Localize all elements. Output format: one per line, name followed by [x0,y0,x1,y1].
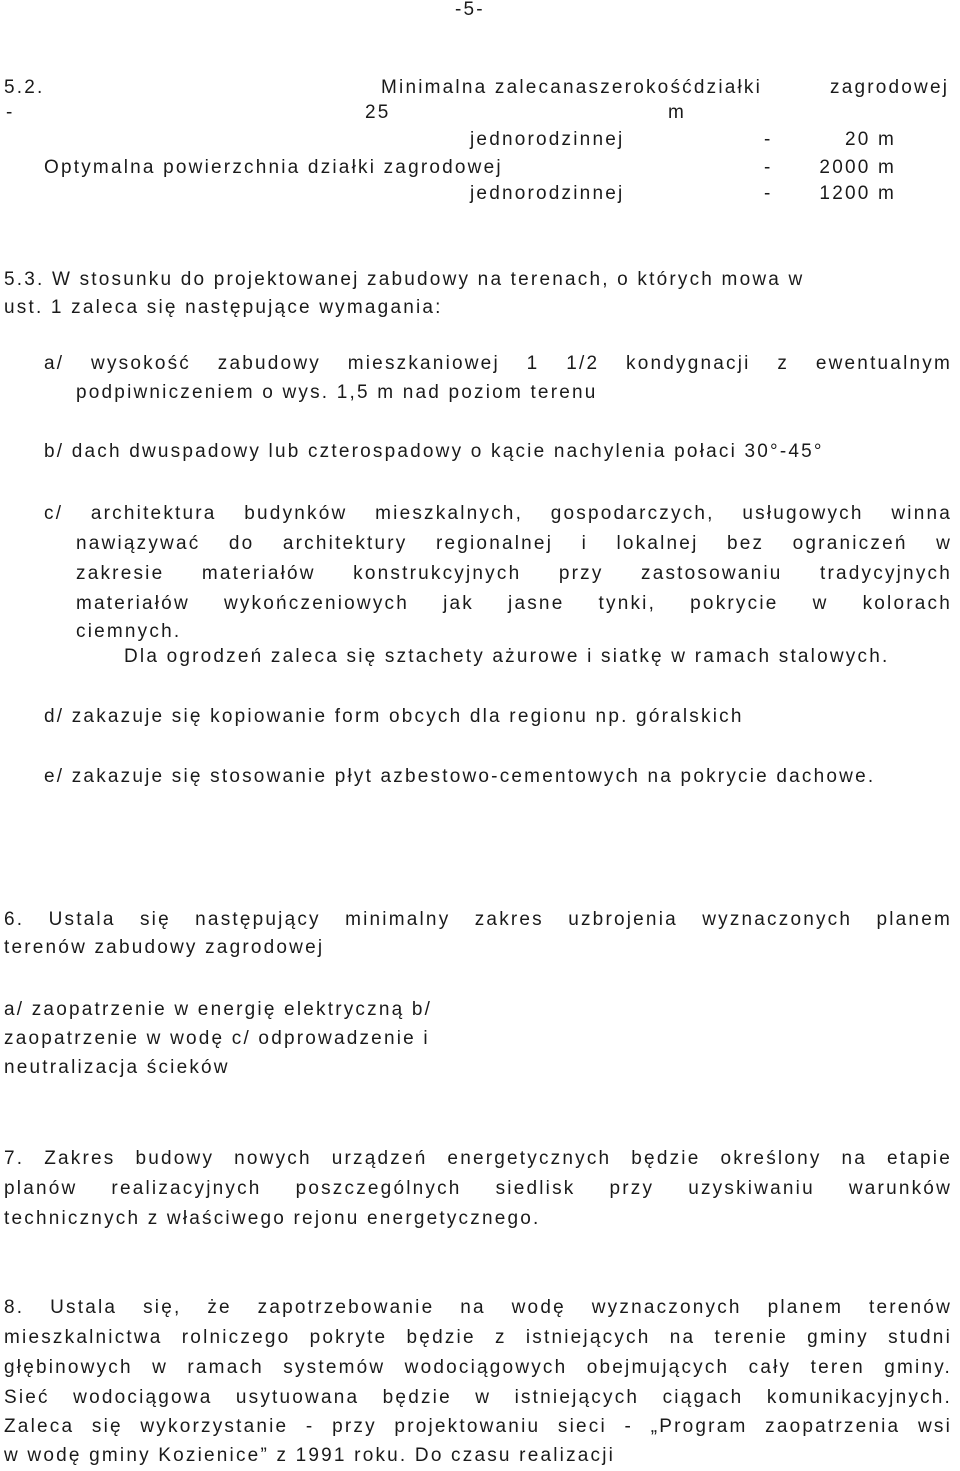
s53-item-c-line-2: nawiązywać do architektury regionalnej i lokalnej bez ograniczeń w [76,533,952,554]
s8-line-2: mieszkalnictwa rolniczego pokryte będzie z istniejących na terenie gminy studni [4,1327,952,1348]
s52-row4-dash: - [764,157,773,178]
s53-item-c-line-4: materiałów wykończeniowych jak jasne tynki, pokrycie w kolorach [76,593,952,614]
s7-line-2: planów realizacyjnych poszczególnych siedlisk przy uzyskiwaniu warunków [4,1178,952,1199]
s52-number: 5.2. [4,77,45,98]
s52-heading-right: zagrodowej [830,77,950,98]
s52-row2-dash: - [6,102,15,123]
s53-line-2: ust. 1 zaleca się następujące wymagania: [4,297,443,318]
s52-heading: Minimalna zalecanaszerokośćdziałki [381,77,763,98]
s8-line-3: głębinowych w ramach systemów wodociągowych obejmujących cały teren gminy. [4,1357,952,1378]
s52-row5-label: jednorodzinnej [470,183,625,204]
s52-row3-label: jednorodzinnej [470,129,625,150]
s52-row3-dash: - [764,129,773,150]
s52-row5-dash: - [764,183,773,204]
s53-item-c-line-3: zakresie materiałów konstrukcyjnych przy zastosowaniu tradycyjnych [76,563,952,584]
s6-line-3: a/ zaopatrzenie w energię elektryczną b/ [4,999,433,1020]
s8-line-5: Zaleca się wykorzystanie - przy projektowaniu sieci - „Program zaopatrzenia wsi [4,1416,952,1437]
s8-line-6: w wodę gminy Kozienice” z 1991 roku. Do czasu realizacji [4,1445,616,1466]
s52-row3-value: 20 m [844,129,896,150]
s52-row2-unit: m [668,102,687,123]
page-number: -5- [455,0,485,20]
s6-line-1: 6. Ustala się następujący minimalny zakres uzbrojenia wyznaczonych planem [4,909,952,930]
s6-line-2: terenów zabudowy zagrodowej [4,937,325,958]
s7-line-3: technicznych z właściwego rejonu energetycznego. [4,1208,541,1229]
s7-line-1: 7. Zakres budowy nowych urządzeń energetycznych będzie określony na etapie [4,1148,952,1169]
s53-item-b: b/ dach dwuspadowy lub czterospadowy o kącie nachylenia połaci 30°-45° [44,441,824,462]
s6-line-5: neutralizacja ścieków [4,1057,230,1078]
s53-item-d: d/ zakazuje się kopiowanie form obcych dla regionu np. góralskich [44,706,744,727]
s52-row5-value: 1200 m [819,183,896,204]
s53-item-c-line-5: ciemnych. [76,621,182,642]
s52-row4-label: Optymalna powierzchnia działki zagrodowej [44,157,503,178]
s53-item-c-line-6: Dla ogrodzeń zaleca się sztachety ażurowe i siatkę w ramach stalowych. [124,646,890,667]
s52-row4-value: 2000 m [819,157,896,178]
s6-line-4: zaopatrzenie w wodę c/ odprowadzenie i [4,1028,430,1049]
s53-item-e: e/ zakazuje się stosowanie płyt azbestowo-cementowych na pokrycie dachowe. [44,766,876,787]
s8-line-4: Sieć wodociągowa usytuowana będzie w istniejących ciągach komunikacyjnych. [4,1387,952,1408]
s8-line-1: 8. Ustala się, że zapotrzebowanie na wodę wyznaczonych planem terenów [4,1297,952,1318]
s53-item-a-line-1: a/ wysokość zabudowy mieszkaniowej 1 1/2 kondygnacji z ewentualnym [44,353,952,374]
s53-item-a-line-2: podpiwniczeniem o wys. 1,5 m nad poziom terenu [76,382,598,403]
s53-item-c-line-1: c/ architektura budynków mieszkalnych, gospodarczych, usługowych winna [44,503,952,524]
s52-row2-value: 25 [365,102,391,123]
s53-line-1: 5.3. W stosunku do projektowanej zabudowy na terenach, o których mowa w [4,269,805,290]
